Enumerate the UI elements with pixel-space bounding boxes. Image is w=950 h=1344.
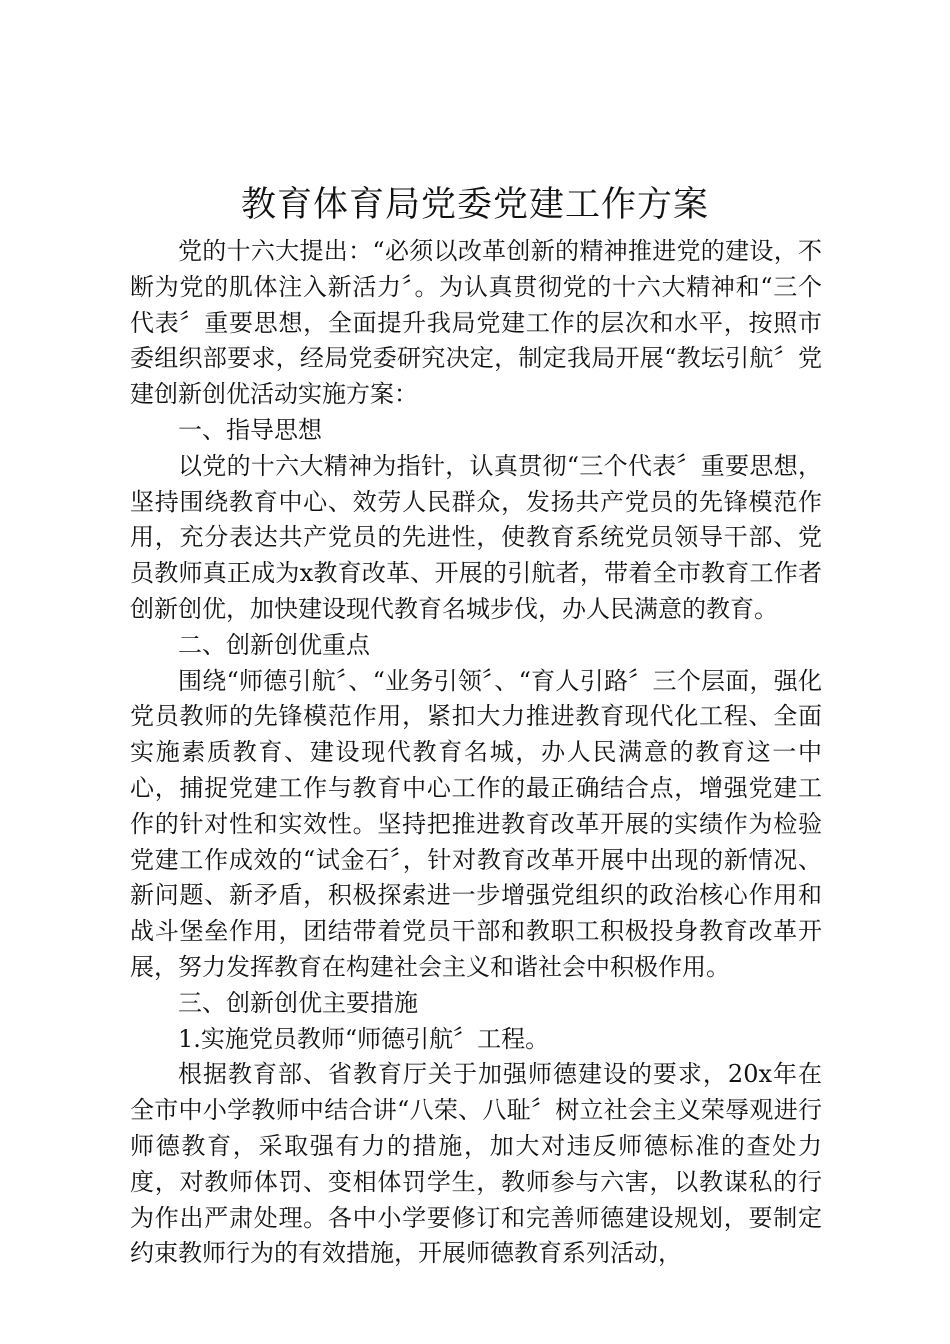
section-heading-guiding-ideology: 一、指导思想 xyxy=(178,415,322,444)
section-heading-key-points: 二、创新创优重点 xyxy=(178,630,370,659)
document-title: 教育体育局党委党建工作方案 xyxy=(240,185,709,225)
measure-1-heading: 1.实施党员教师“师德引航〞工程。 xyxy=(178,1024,550,1053)
guiding-ideology-paragraph: 以党的十六大精神为指针，认真贯彻“三个代表〞重要思想，坚持围绕教育中心、效劳人民群众，发扬共产党员的先锋模范作用，充分表达共产党员的先进性，使教育系统党员领导干部、党员教师真正成为x教育改革、开展的引航者，带着全市教育工作者创新创优，加快建设现代教育名城步伐，办人民满意的教育。 xyxy=(130,451,822,623)
key-points-paragraph: 围绕“师德引航〞、“业务引领〞、“育人引路〞三个层面，强化党员教师的先锋模范作用，紧扣大力推进教育现代化工程、全面实施素质教育、建设现代教育名城，办人民满意的教育这一中心，捕捉党建工作与教育中心工作的最正确结合点，增强党建工作的针对性和实效性。坚持把推进教育改革开展的实绩作为检验党建工作成效的“试金石〞，针对教育改革开展中出现的新情况、新问题、新矛盾，积极探索进一步增强党组织的政治核心作用和战斗堡垒作用，团结带着党员干部和教职工积极投身教育改革开展，努力发挥教育在构建社会主义和谐社会中积极作用。 xyxy=(130,666,822,981)
section-heading-main-measures: 三、创新创优主要措施 xyxy=(178,988,418,1017)
intro-paragraph: 党的十六大提出：“必须以改革创新的精神推进党的建设，不断为党的肌体注入新活力〞。为认真贯彻党的十六大精神和“三个代表〞重要思想，全面提升我局党建工作的层次和水平，按照市委组织部要求，经局党委研究决定，制定我局开展“教坛引航〞党建创新创优活动实施方案： xyxy=(130,237,822,409)
measure-1-paragraph: 根据教育部、省教育厅关于加强师德建设的要求，20x年在全市中小学教师中结合讲“八荣、八耻〞树立社会主义荣辱观进行师德教育，采取强有力的措施，加大对违反师德标准的查处力度，对教师体罚、变相体罚学生，教师参与六害，以教谋私的行为作出严肃处理。各中小学要修订和完善师德建设规划，要制定约束教师行为的有效措施，开展师德教育系列活动， xyxy=(130,1060,822,1268)
document-body xyxy=(130,234,822,1272)
